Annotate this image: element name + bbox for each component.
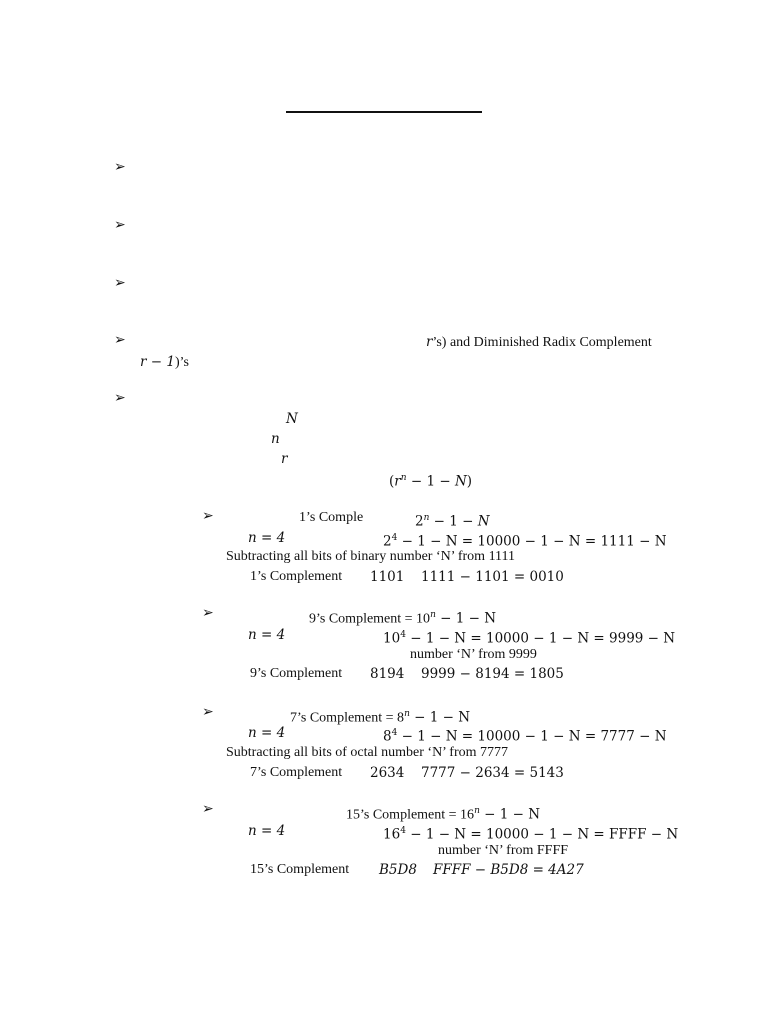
bullet-arrow-icon: ➢ — [114, 276, 126, 291]
bullet-arrow-icon: ➢ — [202, 509, 214, 524]
ex1-result-calc: 1111 − 1101 = 0010 — [421, 569, 564, 585]
bullet-arrow-icon: ➢ — [114, 391, 126, 406]
general-formula: $(r^n - 1 - N)$ — [389, 473, 473, 490]
ex2-calculation: $10^4 - 1 - N = 10000 - 1 - N = 9999 - N$ — [383, 630, 676, 647]
ex2-result-label: 9’s Complement — [250, 666, 343, 681]
ex3-description: Subtracting all bits of octal number ‘N’ from 7777 — [226, 745, 509, 760]
title-underline — [286, 111, 482, 113]
ex3-result-number: 2634 — [370, 765, 405, 781]
ex4-formula: 15’s Complement = $16^n - 1 - N$ — [346, 806, 541, 823]
variable-n-upper: N — [286, 411, 298, 427]
ex1-description: Subtracting all bits of binary number ‘N’ from 1111 — [226, 549, 516, 564]
variable-r: r — [281, 451, 288, 467]
ex3-calculation: $8^4 - 1 - N = 10000 - 1 - N = 7777 - N$ — [383, 728, 667, 745]
bullet-arrow-icon: ➢ — [202, 606, 214, 621]
ex1-calculation: $2^4 - 1 - N = 10000 - 1 - N = 1111 - N$ — [383, 533, 667, 550]
ex1-n-value: n = 4 — [248, 530, 286, 546]
ex4-description: number ‘N’ from FFFF — [438, 843, 569, 858]
ex2-n-value: n = 4 — [248, 627, 286, 643]
ex3-result-label: 7’s Complement — [250, 765, 343, 780]
ex4-result-calc: FFFF − B5D8 = 4A27 — [433, 862, 584, 878]
bullet-arrow-icon: ➢ — [114, 218, 126, 233]
ex4-result-label: 15’s Complement — [250, 862, 350, 877]
ex2-result-number: 8194 — [370, 666, 405, 682]
diminished-radix-line: r − 1)’s — [140, 354, 189, 370]
bullet-arrow-icon: ➢ — [202, 802, 214, 817]
variable-n-lower: n — [271, 431, 280, 447]
bullet-arrow-icon: ➢ — [114, 333, 126, 348]
ex4-result-number: B5D8 — [379, 862, 417, 878]
ex4-calculation: $16^4 - 1 - N = 10000 - 1 - N$ = FFFF − N — [383, 826, 679, 843]
ex2-formula: 9’s Complement = $10^n - 1 - N$ — [309, 610, 497, 627]
ex3-result-calc: 7777 − 2634 = 5143 — [421, 765, 564, 781]
ex1-result-number: 1101 — [370, 569, 405, 585]
ex3-n-value: n = 4 — [248, 725, 286, 741]
ex1-result-label: 1’s Complement — [250, 569, 343, 584]
bullet-arrow-icon: ➢ — [114, 160, 126, 175]
ex3-formula: 7’s Complement = $8^n - 1 - N$ — [290, 709, 471, 726]
ex4-n-value: n = 4 — [248, 823, 286, 839]
ex2-description: number ‘N’ from 9999 — [410, 647, 537, 662]
ex1-label: 1’s Comple — [299, 510, 364, 525]
radix-complement-line: r’s) and Diminished Radix Complement — [426, 334, 652, 350]
bullet-arrow-icon: ➢ — [202, 705, 214, 720]
ex1-formula: $2^n - 1 - N$ — [415, 513, 490, 530]
ex2-result-calc: 9999 − 8194 = 1805 — [421, 666, 564, 682]
